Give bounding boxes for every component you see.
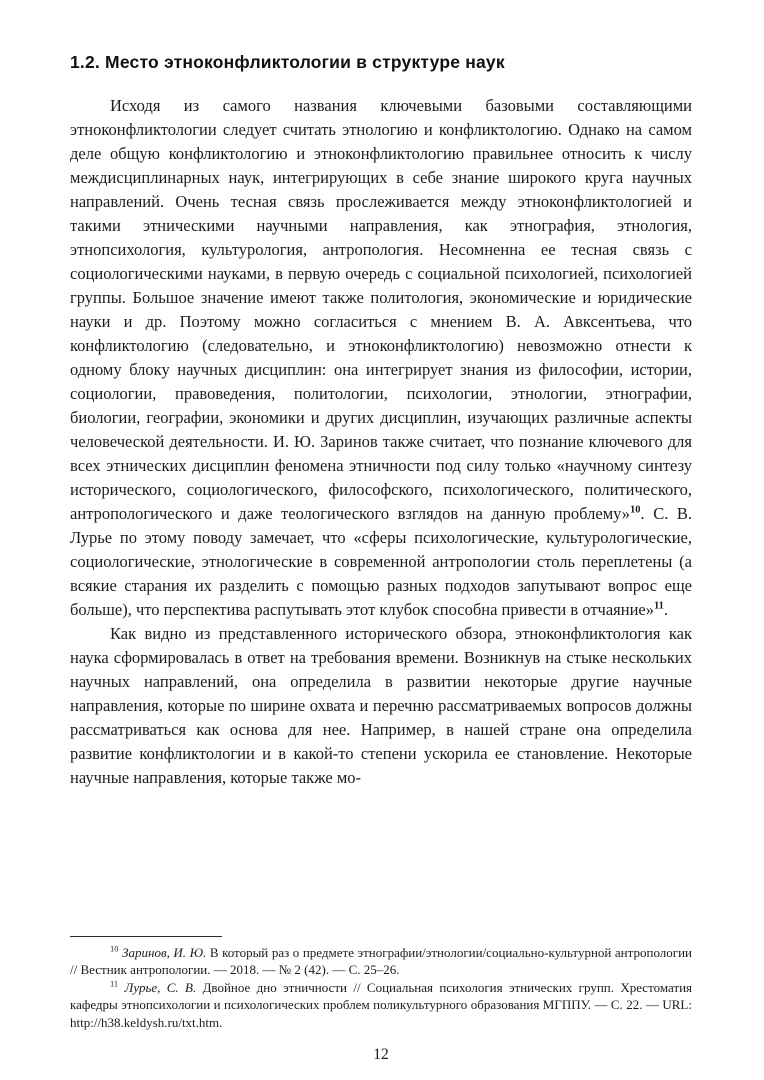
footnote-ref-11: 11 — [653, 600, 664, 612]
footnote-separator — [70, 936, 222, 937]
page-number: 12 — [373, 1046, 389, 1063]
footnote-ref-10: 10 — [630, 504, 641, 516]
footnote-11-text: Двойное дно этничности // Социальная психология этнических групп. Хрестоматия кафедры этнопсихологии и психологических проблем поликультурного образования МГППУ. — С. 22. — URL: http://h38.keldysh.ru/txt.htm. — [70, 979, 693, 1030]
section-heading: 1.2. Место этноконфликтологии в структуре наук — [70, 52, 505, 72]
paragraph-1-text-b: . С. В. Лурье по этому поводу замечает, что «сферы психологические, культурологические, социологические, этнологические в современной антропологии столь переплетены (а всякие старания их разделить с помощью разных подходов запутывают вопрос еще больше), что перспектива распутывать этот клубок способна привести в отчаяние» — [70, 504, 692, 619]
paragraph-1-text-a: Исходя из самого названия ключевыми базовыми составляющими этноконфликтологии следует считать этнологию и конфликтологию. Однако на самом деле общую конфликтологию и этноконфликтологию правильнее относить к числу междисциплинарных наук, интегрирующих в себе знание широкого круга научных направлений. Очень тесная связь прослеживается между этноконфликтологией и такими этническими научными направления, как этнография, этнология, этнопсихология, культурология, антропология. Несомненна ее тесная связь с социологическими науками, в первую очередь с социальной психологией, психологией группы. Большое значение имеют также политология, экономические и юридические науки и др. Поэтому можно согласиться с мнением В. А. Авксентьева, что конфликтологию (следовательно, и этноконфликтологию) невозможно отнести к одному блоку научных дисциплин: она интегрирует знания из философии, истории, социологии, правоведения, политологии, психологии, этнологии, этнографии, биологии, географии, экономики и других дисциплин, изучающих различные аспекты человеческой деятельности. И. Ю. Заринов также считает, что познание ключевого для всех этнических дисциплин феномена этничности под силу только «научному синтезу исторического, социологического, философского, психологического, политического, антропологического и даже теологического взглядов на данную проблему» — [70, 96, 692, 523]
footnote-10-author: Заринов, И. Ю. — [122, 944, 207, 960]
footnotes-section — [70, 936, 692, 1032]
footnote-10 — [70, 944, 692, 979]
paragraph-2: Как видно из представленного исторического обзора, этноконфликтология как наука сформировалась в ответ на требования времени. Возникнув на стыке нескольких научных направлений, она определила в развитии некоторые другие научные направления, которые по ширине охвата и перечню рассматриваемых вопросов должны рассматриваться как основа для нее. Например, в нашей стране она определила развитие конфликтологии и в какой-то степени ускорила ее становление. Некоторые научные направления, которые также мо- — [70, 624, 692, 787]
footnote-10-marker: 10 — [110, 943, 119, 954]
paragraph-1-text-c: . — [663, 600, 669, 619]
footnote-11-author: Лурье, С. В. — [124, 979, 197, 995]
footnote-11 — [70, 979, 692, 1032]
footnote-10-text: В который раз о предмете этнографии/этнологии/социально-культурной антропологии // Вестник антропологии. — 2018. — № 2 (42). — С. 25–26. — [70, 944, 693, 977]
footnote-11-marker: 11 — [110, 978, 119, 989]
paragraph-1 — [70, 94, 692, 622]
